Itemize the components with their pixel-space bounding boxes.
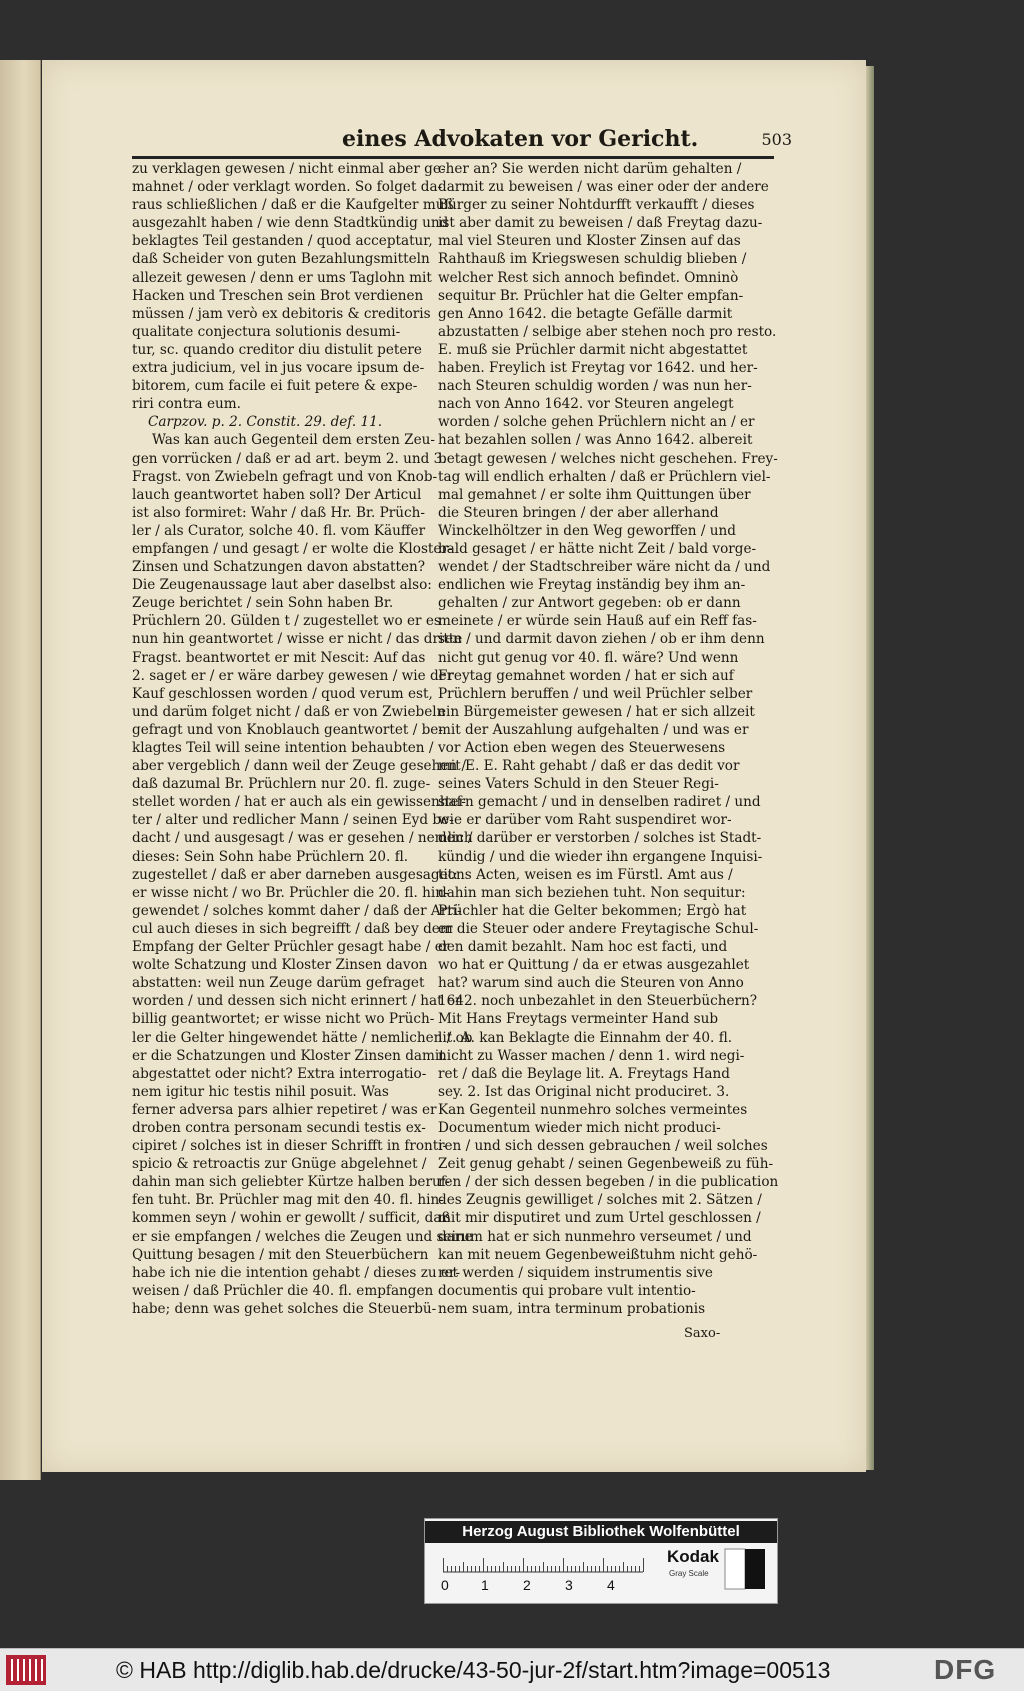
text-line: stern gemacht / und in denselben radiret / und xyxy=(438,794,761,811)
text-column-right xyxy=(438,160,779,1318)
ruler-number: 0 xyxy=(441,1577,449,1593)
ruler-number: 3 xyxy=(565,1577,573,1593)
text-line: zu verklagen gewesen / nicht einmal aber ge- xyxy=(132,161,446,177)
text-line: mal gemahnet / er solte ihm Quittungen über xyxy=(438,486,751,503)
text-line: ist aber damit zu beweisen / daß Freytag dazu- xyxy=(438,215,763,232)
text-line: bald gesaget / er hätte nicht Zeit / bald vorge- xyxy=(438,540,757,557)
text-line: mit der Auszahlung aufgehalten / und was er xyxy=(438,721,749,738)
ruler-scale xyxy=(443,1555,643,1573)
text-line: Winckelhöltzer in den Weg geworffen / und xyxy=(438,522,736,539)
text-line: sey. 2. Ist das Original nicht produciret. 3. xyxy=(438,1083,730,1100)
text-line: nach Steuren schuldig worden / was nun her- xyxy=(438,378,752,395)
ruler-number: 2 xyxy=(523,1577,531,1593)
text-line: hat bezahlen sollen / was Anno 1642. albereit xyxy=(438,432,753,449)
text-line: die Steuren bringen / der aber allerhand xyxy=(438,504,719,521)
text-line: Zeit genug gehabt / seinen Gegenbeweiß zu füh- xyxy=(438,1156,774,1173)
text-line: gehalten / zur Antwort gegeben: ob er dann xyxy=(438,595,741,612)
text-line: ter / alter und redlicher Mann / seinen Eyd be- xyxy=(132,812,454,829)
text-line: er die Schatzungen und Kloster Zinsen damit xyxy=(132,1047,445,1064)
text-line: spicio & retroactis zur Gnüge abgelehnet / xyxy=(132,1156,427,1173)
text-line: des Zeugnis gewilliget / solches mit 2. Sätzen / xyxy=(438,1192,762,1209)
text-line: extra judicium, vel in jus vocare ipsum de- xyxy=(132,360,425,377)
text-line: nach von Anno 1642. vor Steuren angelegt xyxy=(438,396,734,413)
text-line: kündig / und die wieder ihn ergangene Inquisi- xyxy=(438,848,763,865)
text-line: ret werden / siquidem instrumentis sive xyxy=(438,1264,713,1281)
text-line: fen tuht. Br. Prüchler mag mit den 40. fl. hin- xyxy=(132,1192,444,1209)
ruler-number: 1 xyxy=(481,1577,489,1593)
text-line: Quittung besagen / mit den Steuerbüchern xyxy=(132,1246,429,1263)
text-line: mit mir disputiret und zum Urtel geschlossen / xyxy=(438,1210,761,1227)
text-line: nicht gut genug vor 40. fl. wäre? Und wenn xyxy=(438,649,739,666)
text-line: habe ich nie die intention gehabt / dieses zu er- xyxy=(132,1264,461,1281)
ruler-numbers xyxy=(443,1577,643,1595)
text-line: lit. A. kan Beklagte die Einnahm der 40. fl. xyxy=(438,1029,733,1046)
text-line: habe; denn was gehet solches die Steuerbü- xyxy=(132,1300,437,1317)
book-page xyxy=(42,60,866,1472)
text-line: dahin man sich geliebter Kürtze halben beruf- xyxy=(132,1174,450,1191)
text-line: billig geantwortet; er wisse nicht wo Prüch- xyxy=(132,1011,435,1028)
text-line: gen vorrücken / daß er ad art. beym 2. und 3. xyxy=(132,450,447,467)
text-line: worden / und dessen sich nicht erinnert / hat er xyxy=(132,993,462,1010)
text-line: er wisse nicht / wo Br. Prüchler die 20. fl. hin- xyxy=(132,884,449,901)
text-line: darum hat er sich nunmehro verseumet / und xyxy=(438,1228,752,1245)
copyright-url[interactable]: © HAB http://diglib.hab.de/drucke/43-50-jur-2f/start.htm?image=00513 xyxy=(116,1657,831,1683)
running-title: eines Advokaten vor Gericht. xyxy=(342,126,699,152)
text-line: allezeit gewesen / denn er ums Taglohn mit xyxy=(132,269,432,286)
text-line: Carpzov. p. 2. Constit. 29. def. 11. xyxy=(148,414,383,431)
text-line: wie er darüber vom Raht suspendiret wor- xyxy=(438,812,732,829)
text-line: droben contra personam secundi testis ex- xyxy=(132,1119,426,1136)
text-line: cher an? Sie werden nicht darüm gehalten / xyxy=(438,161,742,177)
text-line: ler die Gelter hingewendet hätte / nemlichen / ob xyxy=(132,1029,473,1046)
text-line: daß Scheider von guten Bezahlungsmitteln xyxy=(132,251,430,268)
text-line: haben. Freylich ist Freytag vor 1642. und her- xyxy=(438,360,758,377)
text-line: nicht zu Wasser machen / denn 1. wird negi- xyxy=(438,1047,745,1064)
text-line: er die Steuer oder andere Freytagische Schul- xyxy=(438,920,759,937)
text-line: den damit bezahlt. Nam hoc est facti, und xyxy=(438,939,728,956)
text-column-left xyxy=(132,160,473,1318)
text-line: Bürger zu seiner Nohtdurfft verkaufft / dieses xyxy=(438,197,755,214)
text-line: nun hin geantwortet / wisse er nicht / das dritte xyxy=(132,631,463,648)
text-line: lauch geantwortet haben soll? Der Articul xyxy=(132,486,422,503)
text-line: abzustatten / selbige aber stehen noch pro resto. xyxy=(438,323,777,340)
text-line: worden / solche gehen Prüchlern nicht an / er xyxy=(438,414,755,431)
text-line: Empfang der Gelter Prüchler gesagt habe / er xyxy=(132,939,450,956)
text-line: zugestellet / daß er aber darneben ausgesaget: xyxy=(132,866,458,883)
running-head xyxy=(132,124,792,154)
text-line: endlichen wie Freytag inständig bey ihm an- xyxy=(438,577,746,594)
dfg-logo: DFG xyxy=(934,1654,997,1685)
text-line: tag will endlich erhalten / daß er Prüchlern viel- xyxy=(438,468,771,485)
catchword: Saxo- xyxy=(684,1326,721,1341)
text-line: qualitate conjectura solutionis desumi- xyxy=(132,323,401,340)
text-line: müssen / jam verò ex debitoris & creditoris xyxy=(132,305,431,322)
text-line: weisen / daß Prüchler die 40. fl. empfangen xyxy=(132,1282,434,1299)
text-line: seines Vaters Schuld in den Steuer Regi- xyxy=(438,776,719,793)
text-line: dahin man sich beziehen tuht. Non sequitur: xyxy=(438,884,746,901)
text-line: Prüchlern beruffen / und weil Prüchler selber xyxy=(438,685,753,702)
text-line: ret / daß die Beylage lit. A. Freytags Hand xyxy=(438,1065,730,1082)
text-line: nem suam, intra terminum probationis xyxy=(438,1300,706,1317)
text-line: wo hat er Quittung / da er etwas ausgezahlet xyxy=(438,957,750,974)
text-line: hat? warum sind auch die Steuren von Anno xyxy=(438,975,744,992)
ruler-number: 4 xyxy=(607,1577,615,1593)
text-line: beklagtes Teil gestanden / quod acceptatur, xyxy=(132,233,433,250)
page-number: 503 xyxy=(761,130,792,149)
text-line: Fragst. von Zwiebeln gefragt und von Knob- xyxy=(132,468,438,485)
text-line: Documentum wieder mich nicht produci- xyxy=(438,1119,721,1136)
text-line: cul auch dieses in sich begreifft / daß bey dem xyxy=(132,920,453,937)
text-line: raus schließlichen / daß er die Kaufgelter muß xyxy=(132,197,454,214)
text-line: mit E. E. Raht gehabt / daß er das dedit vor xyxy=(438,758,740,775)
text-line: Fragst. beantwortet er mit Nescit: Auf das xyxy=(132,649,426,666)
text-line: sequitur Br. Prüchler hat die Gelter empfan- xyxy=(438,287,744,304)
text-line: tur, sc. quando creditor diu distulit petere xyxy=(132,341,422,358)
text-line: welcher Rest sich annoch befindet. Omninò xyxy=(438,269,739,286)
text-line: Rahthauß im Kriegswesen schuldig blieben / xyxy=(438,251,747,268)
gray-scale-patch xyxy=(725,1549,765,1589)
text-line: gewendet / solches kommt daher / daß der Arti- xyxy=(132,902,462,919)
text-line: tions Acten, weisen es im Fürstl. Amt aus / xyxy=(438,866,733,883)
text-line: betagt gewesen / welches nicht geschehen. Frey- xyxy=(438,450,778,467)
text-line: empfangen / und gesagt / er wolte die Kloster- xyxy=(132,540,453,557)
text-line: kommen seyn / wohin er gewollt / sufficit, daß xyxy=(132,1210,451,1227)
text-line: ler / als Curator, solche 40. fl. vom Käuffer xyxy=(132,522,426,539)
text-line: nem igitur hic testis nihil posuit. Was xyxy=(132,1083,389,1100)
text-line: mahnet / oder verklagt worden. So folget da- xyxy=(132,179,443,196)
text-line: vor Action eben wegen des Steuerwesens xyxy=(438,740,726,756)
text-line: documentis qui probare vult intentio- xyxy=(438,1282,696,1299)
text-line: 2. saget er / er wäre darbey gewesen / wie der xyxy=(132,667,454,684)
text-line: Freytag gemahnet worden / hat er sich auf xyxy=(438,667,734,684)
text-line: und darüm folget nicht / daß er von Zwiebeln xyxy=(132,703,446,720)
text-line: Kauf geschlossen worden / quod verum est, xyxy=(132,685,433,702)
text-line: den / darüber er verstorben / solches ist Stadt- xyxy=(438,830,762,847)
kodak-logo: Kodak xyxy=(667,1547,719,1566)
text-line: riri contra eum. xyxy=(132,396,241,413)
text-line: dieses: Sein Sohn habe Prüchlern 20. fl. xyxy=(132,848,409,865)
color-calibration-card xyxy=(424,1518,778,1604)
hab-logo-icon xyxy=(6,1655,46,1685)
text-line: ren / und sich dessen gebrauchen / weil solches xyxy=(438,1138,768,1155)
text-line: daß dazumal Br. Prüchlern nur 20. fl. zuge- xyxy=(132,776,431,793)
facing-page-edge xyxy=(0,60,41,1480)
footer-bar xyxy=(0,1648,1024,1691)
page-edge-right xyxy=(866,66,874,1470)
text-line: Zeuge berichtet / sein Sohn haben Br. xyxy=(132,595,394,612)
card-title: Herzog August Bibliothek Wolfenbüttel xyxy=(425,1521,777,1543)
text-line: darmit zu beweisen / was einer oder der andere xyxy=(438,179,769,196)
text-line: Hacken und Treschen sein Brot verdienen xyxy=(132,287,424,304)
text-line: cipiret / solches ist in dieser Schrifft in fronti- xyxy=(132,1138,448,1155)
text-line: Mit Hans Freytags vermeinter Hand sub xyxy=(438,1011,719,1028)
text-line: sen / und darmit davon ziehen / ob er ihm denn xyxy=(438,631,765,648)
gray-scale-label: Gray Scale xyxy=(669,1569,709,1578)
text-line: gefragt und von Knoblauch geantwortet / be- xyxy=(132,721,443,738)
text-line: Prüchlern 20. Gülden t / zugestellet wo er es xyxy=(132,613,441,630)
text-line: ein Bürgemeister gewesen / hat er sich allzeit xyxy=(438,703,755,720)
text-line: meinete / er würde sein Hauß auf ein Reff fas- xyxy=(438,613,757,630)
text-line: stellet worden / hat er auch als ein gewissenhaf- xyxy=(132,794,466,811)
text-line: ferner adversa pars alhier repetiret / was er xyxy=(132,1101,437,1118)
text-line: Was kan auch Gegenteil dem ersten Zeu- xyxy=(152,432,435,449)
text-line: 1642. noch unbezahlet in den Steuerbüchern? xyxy=(438,993,758,1010)
text-line: Zinsen und Schatzungen davon abstatten? xyxy=(132,559,426,576)
text-line: Die Zeugenaussage laut aber daselbst also: xyxy=(132,577,432,594)
text-line: abgestattet oder nicht? Extra interrogatio- xyxy=(132,1065,427,1082)
text-line: ren / der sich dessen begeben / in die publication xyxy=(438,1174,779,1191)
text-line: aber vergeblich / dann weil der Zeuge gesehen / xyxy=(132,758,467,775)
text-line: ist also formiret: Wahr / daß Hr. Br. Prüch- xyxy=(132,504,425,521)
text-line: wolte Schatzung und Kloster Zinsen davon xyxy=(132,957,428,974)
ruler-ticks xyxy=(443,1555,643,1573)
header-rule xyxy=(132,156,774,159)
text-line: er sie empfangen / welches die Zeugen und seine xyxy=(132,1228,473,1245)
text-line: E. muß sie Prüchler darmit nicht abgestattet xyxy=(438,341,748,358)
text-line: mal viel Steuren und Kloster Zinsen auf das xyxy=(438,233,741,250)
text-line: wendet / der Stadtschreiber wäre nicht da / und xyxy=(438,559,771,576)
text-line: kan mit neuem Gegenbeweißtuhm nicht gehö- xyxy=(438,1246,758,1263)
text-line: klagtes Teil will seine intention behaubten / xyxy=(132,740,434,756)
text-line: Kan Gegenteil nunmehro solches vermeintes xyxy=(438,1101,748,1118)
text-line: abstatten: weil nun Zeuge darüm gefraget xyxy=(132,975,425,992)
text-line: dacht / und ausgesagt / was er gesehen / nemlich xyxy=(132,830,473,847)
text-line: ausgezahlt haben / wie denn Stadtkündig und xyxy=(132,215,449,232)
text-line: gen Anno 1642. die betagte Gefälle darmit xyxy=(438,305,733,322)
text-line: bitorem, cum facile ei fuit petere & expe- xyxy=(132,378,418,395)
text-line: Prüchler hat die Gelter bekommen; Ergò hat xyxy=(438,902,747,919)
